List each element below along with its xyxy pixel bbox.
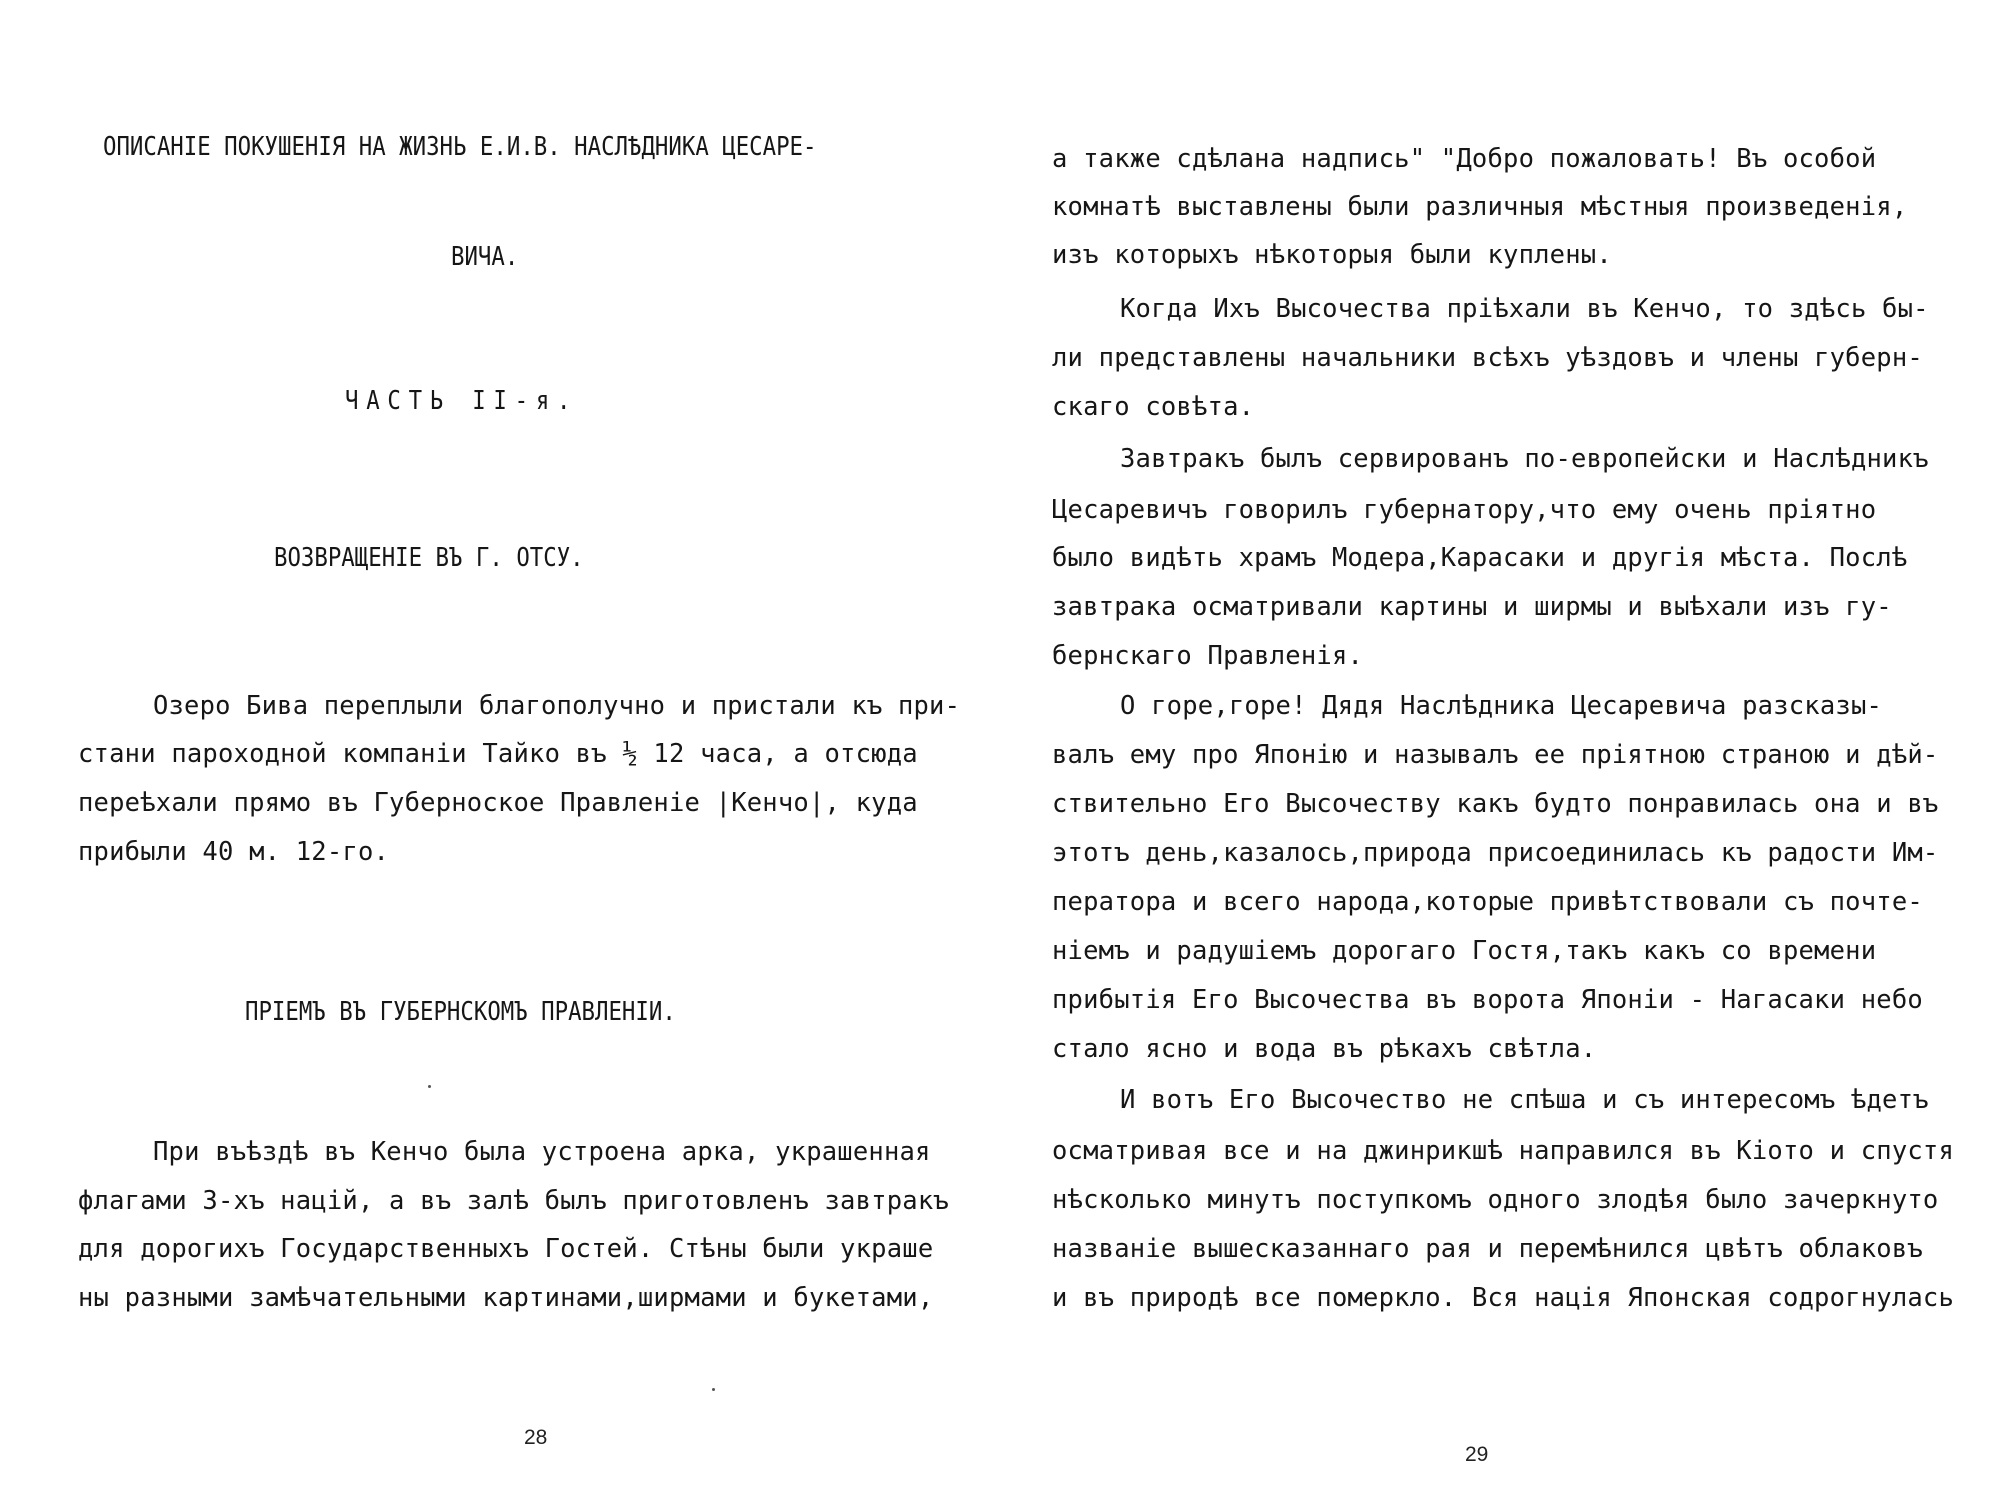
section-heading-return: ВОЗВРАЩЕНІЕ ВЪ Г. ОТСУ.	[274, 543, 584, 573]
paragraph-line: переѣхали прямо въ Губерноское Правленіе |Кенчо|, куда	[78, 788, 918, 818]
page-number: 28	[524, 1426, 548, 1449]
scan-speck	[712, 1388, 715, 1391]
paragraph-line: а также сдѣлана надпись" "Добро пожаловать! Въ особой	[1052, 144, 1877, 174]
paragraph-line: бернскаго Правленія.	[1052, 641, 1364, 671]
paragraph-line: Когда Ихъ Высочества пріѣхали въ Кенчо, то здѣсь бы-	[1120, 294, 1929, 324]
paragraph-line: Завтракъ былъ сервированъ по-европейски и Наслѣдникъ	[1120, 444, 1929, 474]
paragraph-line: было видѣть храмъ Модера,Карасаки и другія мѣста. Послѣ	[1052, 543, 1908, 573]
paragraph-line: этотъ день,казалось,природа присоединилась къ радости Им-	[1052, 838, 1939, 868]
paragraph-line: прибыли 40 м. 12-го.	[78, 837, 390, 867]
paragraph-line: О горе,горе! Дядя Наслѣдника Цесаревича разсказы-	[1120, 691, 1883, 721]
paragraph-line: ны разными замѣчательными картинами,ширмами и букетами,	[78, 1283, 934, 1313]
paragraph-line: флагами 3-хъ націй, а въ залѣ былъ приготовленъ завтракъ	[78, 1186, 949, 1216]
paragraph-line: осматривая все и на джинрикшѣ направился въ Кіото и спустя	[1052, 1136, 1955, 1166]
paragraph-line: И вотъ Его Высочество не спѣша и съ интересомъ ѣдетъ	[1120, 1085, 1929, 1115]
paragraph-line: комнатѣ выставлены были различныя мѣстныя произведенія,	[1052, 192, 1908, 222]
paragraph-line: прибытія Его Высочества въ ворота Японіи - Нагасаки небо	[1052, 985, 1923, 1015]
paragraph-line: При въѣздѣ въ Кенчо была устроена арка, украшенная	[153, 1137, 931, 1167]
paragraph-line: изъ которыхъ нѣкоторыя были куплены.	[1052, 240, 1612, 270]
paragraph-line: стало ясно и вода въ рѣкахъ свѣтла.	[1052, 1034, 1597, 1064]
paragraph-line: ніемъ и радушіемъ дорогаго Гостя,такъ какъ со времени	[1052, 936, 1877, 966]
paragraph-line: ли представлены начальники всѣхъ уѣздовъ и члены губерн-	[1052, 343, 1923, 373]
title-line-1: ОПИСАНІЕ ПОКУШЕНІЯ НА ЖИЗНЬ Е.И.В. НАСЛѢДНИКА ЦЕСАРЕ-	[103, 132, 817, 162]
title-line-2: ВИЧА.	[451, 242, 519, 272]
paragraph-line: названіе вышесказаннаго рая и перемѣнился цвѣтъ облаковъ	[1052, 1234, 1923, 1264]
paragraph-line: завтрака осматривали картины и ширмы и выѣхали изъ гу-	[1052, 592, 1892, 622]
paragraph-line: Цесаревичъ говорилъ губернатору,что ему очень пріятно	[1052, 495, 1877, 525]
paragraph-line: ствительно Его Высочеству какъ будто понравилась она и въ	[1052, 789, 1939, 819]
paragraph-line: ператора и всего народа,которые привѣтствовали съ почте-	[1052, 887, 1923, 917]
right-page	[1000, 0, 2000, 1496]
scan-speck	[428, 1085, 431, 1088]
paragraph-line: нѣсколько минутъ поступкомъ одного злодѣя было зачеркнуто	[1052, 1185, 1939, 1215]
page-number: 29	[1465, 1443, 1489, 1466]
paragraph-line: стани пароходной компаніи Тайко въ ½ 12 часа, а отсюда	[78, 739, 918, 769]
paragraph-line: валъ ему про Японію и называлъ ее пріятною страною и дѣй-	[1052, 740, 1939, 770]
paragraph-line: скаго совѣта.	[1052, 392, 1255, 422]
section-heading-reception: ПРІЕМЪ ВЪ ГУБЕРНСКОМЪ ПРАВЛЕНІИ.	[245, 997, 676, 1027]
paragraph-line: и въ природѣ все померкло. Вся нація Японская содрогнулась	[1052, 1283, 1955, 1313]
part-heading: ЧАСТЬ II-я.	[345, 386, 579, 416]
paragraph-line: Озеро Бива переплыли благополучно и пристали къ при-	[153, 691, 961, 721]
paragraph-line: для дорогихъ Государственныхъ Гостей. Стѣны были украше	[78, 1234, 934, 1264]
